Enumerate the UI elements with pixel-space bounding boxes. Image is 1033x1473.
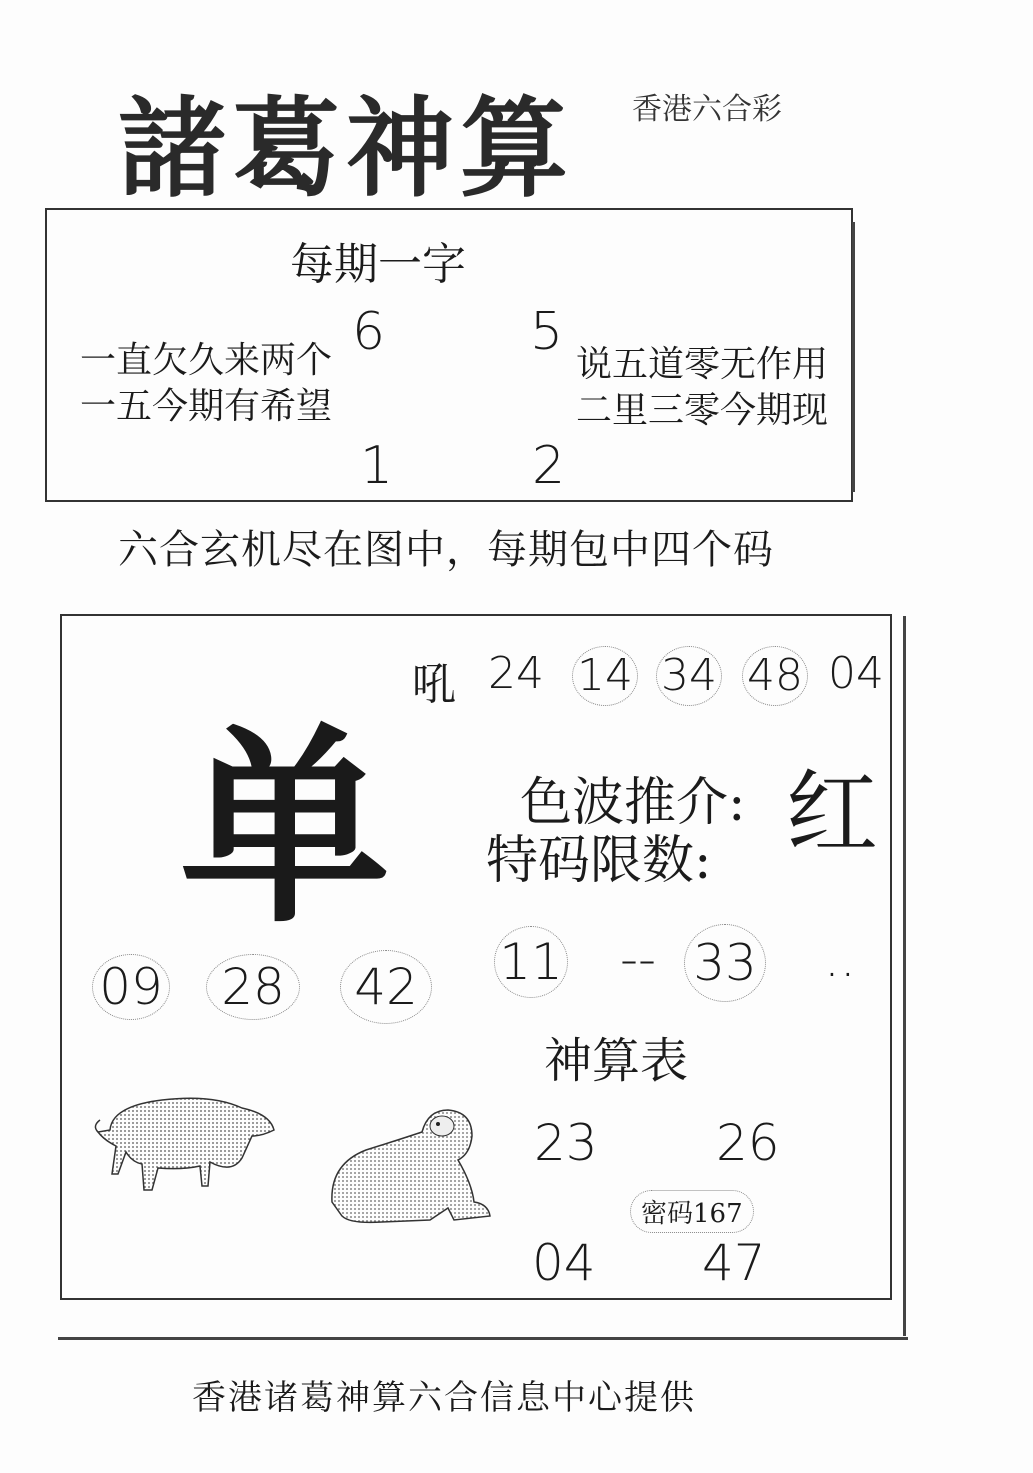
special-separator: ..: [824, 930, 856, 988]
poem-left: [80, 338, 332, 430]
divination-table-title: 神算表: [544, 1033, 689, 1089]
dog-icon: [322, 1104, 498, 1232]
zodiac-number: 34: [656, 646, 722, 706]
poem-right-line-1: 说五道零无作用: [576, 344, 829, 385]
special-separator: --: [620, 930, 657, 988]
digit-bottom-left: 1: [360, 436, 394, 496]
number-item: 28: [206, 954, 300, 1020]
zodiac-number: 14: [572, 646, 638, 706]
poem-left-line-1: 一直欠久来两个: [80, 340, 333, 381]
single-odd-character: 单: [180, 704, 391, 951]
subtitle: 香港六合彩: [632, 92, 782, 127]
footer-credit: 香港诸葛神算六合信息中心提供: [192, 1378, 696, 1418]
table-number: 47: [702, 1234, 766, 1292]
number-item: 42: [340, 950, 432, 1024]
table-number: 23: [534, 1114, 598, 1172]
poem-right: [576, 342, 828, 434]
box1-label: 每期一字: [290, 239, 466, 290]
main-title: 諸葛神算: [118, 86, 575, 212]
digit-top-right: 5: [530, 302, 564, 362]
table-number: 26: [716, 1114, 780, 1172]
zodiac-number: 04: [828, 648, 884, 699]
color-recommend-value: 红: [786, 760, 879, 867]
poem-left-line-2: 一五今期有希望: [80, 386, 333, 427]
special-number: 11: [494, 926, 568, 998]
zodiac-number: 48: [742, 646, 808, 706]
special-number: 33: [684, 924, 766, 1002]
number-item: 09: [92, 954, 170, 1020]
special-number-limit-label: 特码限数:: [486, 831, 712, 891]
zodiac-label: 吼: [412, 659, 456, 710]
zodiac-number: 24: [488, 648, 544, 699]
poem-right-line-2: 二里三零今期现: [576, 390, 829, 431]
digit-top-left: 6: [352, 302, 386, 362]
pig-icon: [92, 1078, 282, 1198]
secret-code: 密码167: [630, 1190, 754, 1233]
color-recommend-label: 色波推介:: [520, 773, 746, 833]
tagline: 六合玄机尽在图中，每期包中四个码: [118, 527, 774, 573]
digit-bottom-right: 2: [532, 436, 566, 496]
table-number: 04: [532, 1234, 596, 1292]
